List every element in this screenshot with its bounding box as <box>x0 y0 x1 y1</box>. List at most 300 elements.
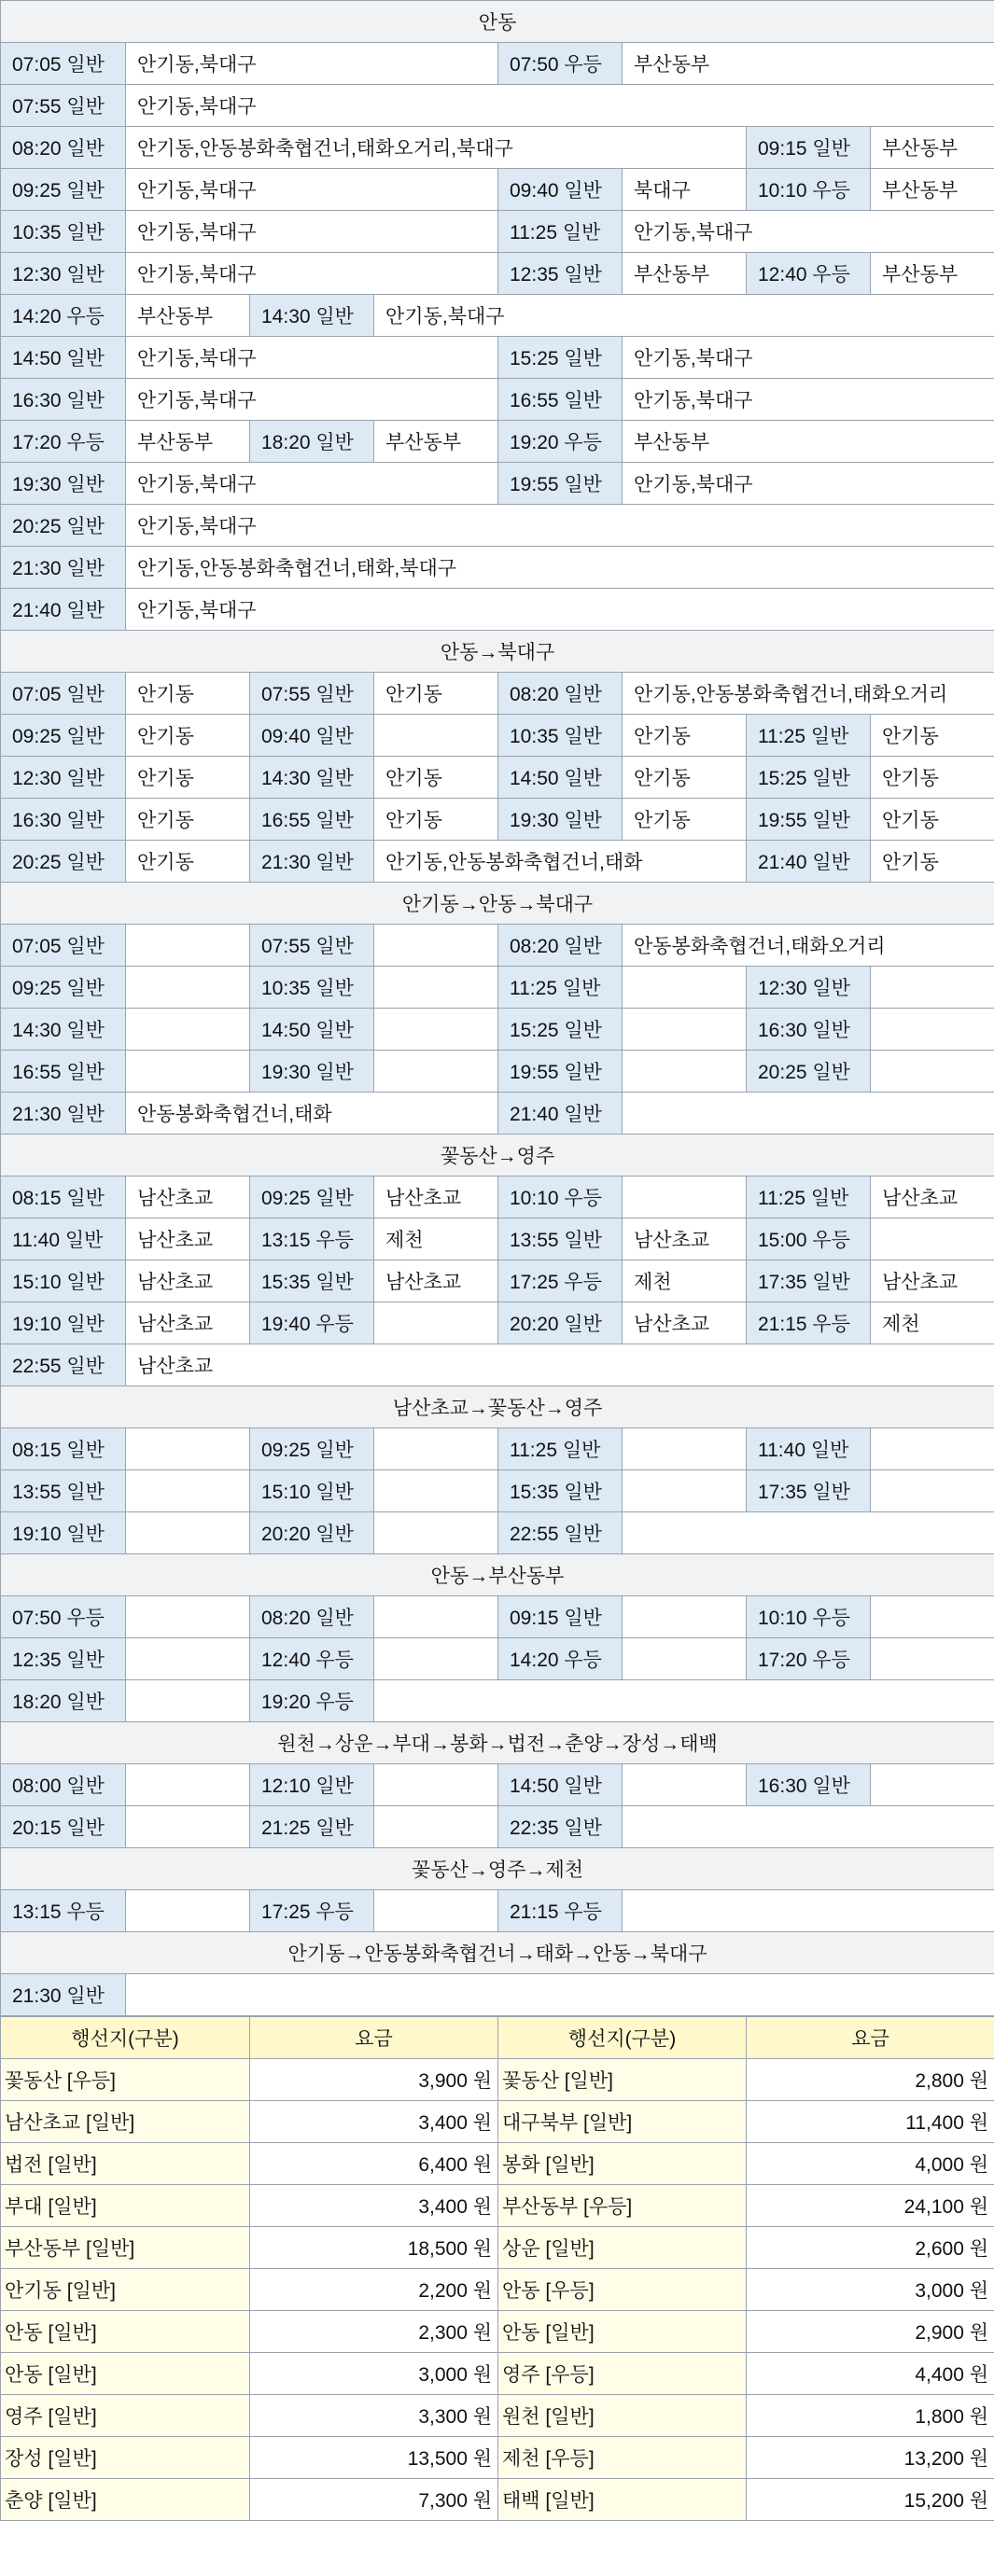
via-stops: 안기동 <box>871 757 994 799</box>
departure-time: 14:50 일반 <box>250 1009 374 1051</box>
fare-price: 2,900 원 <box>747 2311 994 2353</box>
via-stops: 부산동부 <box>126 295 250 337</box>
via-stops: 안기동 <box>126 715 250 757</box>
section-title: 안기동→안동→북대구 <box>1 883 994 925</box>
via-stops: 남산초교 <box>126 1302 250 1344</box>
departure-time: 15:10 일반 <box>250 1470 374 1512</box>
via-stops <box>871 1596 994 1638</box>
schedule-row <box>1 1177 994 1218</box>
via-stops <box>374 1051 498 1093</box>
via-stops: 안기동,안동봉화축협건너,태화 <box>374 841 747 883</box>
fare-price: 4,400 원 <box>747 2353 994 2395</box>
departure-time: 21:30 일반 <box>1 1974 126 2016</box>
schedule-row <box>1 1093 994 1135</box>
via-stops: 안동봉화축협건너,태화 <box>126 1093 498 1135</box>
schedule-row <box>1 841 994 883</box>
departure-time: 17:25 우등 <box>498 1260 623 1302</box>
section-header-row <box>1 1848 994 1890</box>
schedule-row <box>1 1638 994 1680</box>
fare-destination: 영주 [일반] <box>1 2395 250 2437</box>
fare-row <box>1 2059 994 2101</box>
via-stops <box>871 1218 994 1260</box>
fare-destination-header: 행선지(구분) <box>1 2017 250 2059</box>
fare-price: 2,200 원 <box>250 2269 498 2311</box>
schedule-row <box>1 379 994 421</box>
via-stops <box>871 1051 994 1093</box>
via-stops <box>374 1470 498 1512</box>
via-stops <box>126 1680 250 1722</box>
via-stops <box>374 1680 994 1722</box>
via-stops: 안기동,북대구 <box>126 505 994 547</box>
fare-table <box>0 2016 994 2521</box>
fare-price: 3,900 원 <box>250 2059 498 2101</box>
departure-time: 07:55 일반 <box>250 673 374 715</box>
fare-destination: 춘양 [일반] <box>1 2479 250 2521</box>
departure-time: 15:35 일반 <box>498 1470 623 1512</box>
via-stops <box>374 1596 498 1638</box>
fare-destination: 부산동부 [일반] <box>1 2227 250 2269</box>
departure-time: 19:20 우등 <box>498 421 623 463</box>
schedule-row <box>1 1596 994 1638</box>
departure-time: 07:55 일반 <box>1 85 126 127</box>
fare-price: 4,000 원 <box>747 2143 994 2185</box>
schedule-row <box>1 295 994 337</box>
section-title: 꽃동산→영주→제천 <box>1 1848 994 1890</box>
fare-price: 3,400 원 <box>250 2101 498 2143</box>
schedule-row <box>1 43 994 85</box>
via-stops: 남산초교 <box>126 1260 250 1302</box>
departure-time: 10:35 일반 <box>1 211 126 253</box>
via-stops: 남산초교 <box>623 1302 747 1344</box>
departure-time: 07:50 우등 <box>1 1596 126 1638</box>
schedule-row <box>1 505 994 547</box>
fare-price: 3,400 원 <box>250 2185 498 2227</box>
departure-time: 22:55 일반 <box>1 1344 126 1386</box>
fare-price: 13,200 원 <box>747 2437 994 2479</box>
via-stops <box>623 1093 994 1135</box>
departure-time: 14:20 우등 <box>1 295 126 337</box>
schedule-row <box>1 211 994 253</box>
via-stops <box>623 1051 747 1093</box>
fare-destination: 안동 [일반] <box>1 2311 250 2353</box>
via-stops: 안기동,북대구 <box>126 379 498 421</box>
schedule-row <box>1 1806 994 1848</box>
via-stops <box>374 1890 498 1932</box>
via-stops: 안기동 <box>871 799 994 841</box>
departure-time: 09:15 일반 <box>498 1596 623 1638</box>
fare-row <box>1 2395 994 2437</box>
departure-time: 17:25 우등 <box>250 1890 374 1932</box>
via-stops: 제천 <box>374 1218 498 1260</box>
departure-time: 09:40 일반 <box>250 715 374 757</box>
via-stops: 제천 <box>623 1260 747 1302</box>
fare-destination: 장성 [일반] <box>1 2437 250 2479</box>
fare-destination: 꽃동산 [우등] <box>1 2059 250 2101</box>
via-stops <box>374 1428 498 1470</box>
schedule-row <box>1 1009 994 1051</box>
departure-time: 17:20 우등 <box>1 421 126 463</box>
departure-time: 21:30 일반 <box>1 1093 126 1135</box>
via-stops: 안기동 <box>623 715 747 757</box>
departure-time: 14:50 일반 <box>498 1764 623 1806</box>
via-stops <box>623 1428 747 1470</box>
fare-price: 2,800 원 <box>747 2059 994 2101</box>
schedule-row <box>1 1218 994 1260</box>
schedule-row <box>1 589 994 631</box>
fare-row <box>1 2479 994 2521</box>
fare-destination: 안동 [우등] <box>498 2269 747 2311</box>
via-stops: 제천 <box>871 1302 994 1344</box>
fare-price: 15,200 원 <box>747 2479 994 2521</box>
departure-time: 19:20 우등 <box>250 1680 374 1722</box>
via-stops: 부산동부 <box>871 169 994 211</box>
departure-time: 21:30 일반 <box>250 841 374 883</box>
via-stops: 남산초교 <box>871 1177 994 1218</box>
departure-time: 15:25 일반 <box>498 337 623 379</box>
fare-header-row <box>1 2017 994 2059</box>
departure-time: 21:15 우등 <box>747 1302 871 1344</box>
section-title: 남산초교→꽃동산→영주 <box>1 1386 994 1428</box>
via-stops <box>126 1009 250 1051</box>
departure-time: 16:30 일반 <box>747 1764 871 1806</box>
fare-destination: 봉화 [일반] <box>498 2143 747 2185</box>
via-stops: 안기동 <box>871 715 994 757</box>
fare-destination: 영주 [우등] <box>498 2353 747 2395</box>
departure-time: 12:35 일반 <box>498 253 623 295</box>
fare-destination-header: 행선지(구분) <box>498 2017 747 2059</box>
via-stops: 안기동,안동봉화축협건너,태화오거리,북대구 <box>126 127 747 169</box>
via-stops: 남산초교 <box>126 1218 250 1260</box>
departure-time: 21:15 우등 <box>498 1890 623 1932</box>
departure-time: 16:30 일반 <box>1 379 126 421</box>
departure-time: 16:30 일반 <box>747 1009 871 1051</box>
departure-time: 18:20 일반 <box>250 421 374 463</box>
via-stops: 안기동 <box>126 799 250 841</box>
via-stops <box>871 1638 994 1680</box>
departure-time: 12:10 일반 <box>250 1764 374 1806</box>
departure-time: 19:55 일반 <box>498 1051 623 1093</box>
departure-time: 20:15 일반 <box>1 1806 126 1848</box>
via-stops <box>126 1512 250 1554</box>
departure-time: 12:40 우등 <box>250 1638 374 1680</box>
schedule-row <box>1 421 994 463</box>
departure-time: 20:20 일반 <box>498 1302 623 1344</box>
via-stops: 남산초교 <box>374 1177 498 1218</box>
section-title: 안기동→안동봉화축협건너→태화→안동→북대구 <box>1 1932 994 1974</box>
schedule-row <box>1 799 994 841</box>
via-stops <box>126 925 250 967</box>
schedule-row <box>1 1302 994 1344</box>
departure-time: 21:40 일반 <box>498 1093 623 1135</box>
via-stops <box>623 1890 994 1932</box>
via-stops: 안기동 <box>374 673 498 715</box>
departure-time: 22:55 일반 <box>498 1512 623 1554</box>
departure-time: 11:25 일반 <box>747 715 871 757</box>
via-stops <box>623 1470 747 1512</box>
schedule-row <box>1 715 994 757</box>
via-stops <box>126 1890 250 1932</box>
via-stops: 안기동,안동봉화축협건너,태화오거리 <box>623 673 994 715</box>
departure-time: 17:20 우등 <box>747 1638 871 1680</box>
departure-time: 11:25 일반 <box>498 1428 623 1470</box>
departure-time: 12:35 일반 <box>1 1638 126 1680</box>
fare-destination: 안동 [일반] <box>1 2353 250 2395</box>
fare-row <box>1 2269 994 2311</box>
departure-time: 08:15 일반 <box>1 1428 126 1470</box>
departure-time: 19:55 일반 <box>747 799 871 841</box>
via-stops: 안기동,북대구 <box>374 295 994 337</box>
schedule-row <box>1 925 994 967</box>
departure-time: 08:20 일반 <box>498 673 623 715</box>
fare-price: 2,600 원 <box>747 2227 994 2269</box>
departure-time: 11:40 일반 <box>1 1218 126 1260</box>
schedule-row <box>1 169 994 211</box>
fare-row <box>1 2227 994 2269</box>
departure-time: 15:25 일반 <box>747 757 871 799</box>
via-stops <box>374 1302 498 1344</box>
via-stops <box>374 1512 498 1554</box>
departure-time: 21:25 일반 <box>250 1806 374 1848</box>
departure-time: 14:50 일반 <box>498 757 623 799</box>
via-stops <box>623 1806 994 1848</box>
via-stops <box>126 1470 250 1512</box>
fare-destination: 남산초교 [일반] <box>1 2101 250 2143</box>
via-stops <box>374 925 498 967</box>
via-stops <box>126 1764 250 1806</box>
departure-time: 08:15 일반 <box>1 1177 126 1218</box>
schedule-row <box>1 1890 994 1932</box>
via-stops <box>871 1009 994 1051</box>
departure-time: 13:15 우등 <box>250 1218 374 1260</box>
via-stops <box>126 1428 250 1470</box>
via-stops: 안기동,북대구 <box>623 463 994 505</box>
departure-time: 20:20 일반 <box>250 1512 374 1554</box>
fare-destination: 제천 [우등] <box>498 2437 747 2479</box>
schedule-row <box>1 673 994 715</box>
via-stops: 안기동,안동봉화축협건너,태화,북대구 <box>126 547 994 589</box>
via-stops <box>374 1764 498 1806</box>
departure-time: 09:25 일반 <box>1 715 126 757</box>
fare-destination: 상운 [일반] <box>498 2227 747 2269</box>
via-stops <box>126 1974 994 2016</box>
departure-time: 09:25 일반 <box>250 1177 374 1218</box>
via-stops: 북대구 <box>623 169 747 211</box>
schedule-row <box>1 85 994 127</box>
via-stops <box>871 1428 994 1470</box>
via-stops <box>126 1596 250 1638</box>
via-stops <box>374 715 498 757</box>
schedule-row <box>1 1344 994 1386</box>
departure-time: 16:30 일반 <box>1 799 126 841</box>
via-stops: 안기동,북대구 <box>126 211 498 253</box>
fare-destination: 안동 [일반] <box>498 2311 747 2353</box>
fare-row <box>1 2353 994 2395</box>
departure-time: 22:35 일반 <box>498 1806 623 1848</box>
section-title: 안동→북대구 <box>1 631 994 673</box>
departure-time: 11:25 일반 <box>498 967 623 1009</box>
departure-time: 08:00 일반 <box>1 1764 126 1806</box>
departure-time: 11:40 일반 <box>747 1428 871 1470</box>
via-stops: 안기동,북대구 <box>623 211 994 253</box>
fare-destination: 부산동부 [우등] <box>498 2185 747 2227</box>
via-stops: 안기동,북대구 <box>623 337 994 379</box>
departure-time: 10:35 일반 <box>498 715 623 757</box>
via-stops <box>623 1177 747 1218</box>
via-stops: 부산동부 <box>623 43 994 85</box>
fare-row <box>1 2101 994 2143</box>
section-title: 안동 <box>1 1 994 43</box>
fare-price: 6,400 원 <box>250 2143 498 2185</box>
schedule-row <box>1 1974 994 2016</box>
fare-row <box>1 2437 994 2479</box>
departure-time: 10:10 우등 <box>747 1596 871 1638</box>
departure-time: 19:30 일반 <box>1 463 126 505</box>
departure-time: 15:25 일반 <box>498 1009 623 1051</box>
via-stops <box>871 967 994 1009</box>
departure-time: 07:50 우등 <box>498 43 623 85</box>
schedule-row <box>1 1680 994 1722</box>
via-stops <box>623 1512 994 1554</box>
schedule-row <box>1 463 994 505</box>
via-stops: 안기동,북대구 <box>126 253 498 295</box>
fare-destination: 대구북부 [일반] <box>498 2101 747 2143</box>
section-header-row <box>1 883 994 925</box>
schedule-row <box>1 1764 994 1806</box>
departure-time: 20:25 일반 <box>747 1051 871 1093</box>
departure-time: 07:55 일반 <box>250 925 374 967</box>
schedule-row <box>1 1428 994 1470</box>
fare-price: 2,300 원 <box>250 2311 498 2353</box>
departure-time: 12:30 일반 <box>747 967 871 1009</box>
fare-price: 24,100 원 <box>747 2185 994 2227</box>
via-stops: 남산초교 <box>623 1218 747 1260</box>
schedule-row <box>1 127 994 169</box>
via-stops <box>623 1009 747 1051</box>
departure-time: 10:35 일반 <box>250 967 374 1009</box>
via-stops: 남산초교 <box>126 1177 250 1218</box>
fare-price: 3,000 원 <box>250 2353 498 2395</box>
schedule-row <box>1 1051 994 1093</box>
via-stops: 안기동,북대구 <box>126 337 498 379</box>
via-stops: 부산동부 <box>871 253 994 295</box>
departure-time: 07:05 일반 <box>1 673 126 715</box>
via-stops: 안기동,북대구 <box>126 43 498 85</box>
section-header-row <box>1 1 994 43</box>
departure-time: 15:35 일반 <box>250 1260 374 1302</box>
departure-time: 11:25 일반 <box>498 211 623 253</box>
departure-time: 21:40 일반 <box>747 841 871 883</box>
via-stops: 안기동 <box>871 841 994 883</box>
via-stops <box>871 1764 994 1806</box>
schedule-row <box>1 967 994 1009</box>
via-stops <box>126 1051 250 1093</box>
departure-time: 11:25 일반 <box>747 1177 871 1218</box>
departure-time: 09:40 일반 <box>498 169 623 211</box>
schedule-row <box>1 1470 994 1512</box>
departure-time: 19:10 일반 <box>1 1512 126 1554</box>
departure-time: 19:10 일반 <box>1 1302 126 1344</box>
section-title: 원천→상운→부대→봉화→법전→춘양→장성→태백 <box>1 1722 994 1764</box>
section-header-row <box>1 1722 994 1764</box>
fare-price: 3,300 원 <box>250 2395 498 2437</box>
via-stops: 부산동부 <box>623 421 994 463</box>
fare-price: 13,500 원 <box>250 2437 498 2479</box>
via-stops: 안기동 <box>623 799 747 841</box>
departure-time: 18:20 일반 <box>1 1680 126 1722</box>
via-stops: 남산초교 <box>126 1344 994 1386</box>
departure-time: 19:40 우등 <box>250 1302 374 1344</box>
departure-time: 16:55 일반 <box>250 799 374 841</box>
section-header-row <box>1 1932 994 1974</box>
via-stops <box>374 1638 498 1680</box>
departure-time: 14:20 우등 <box>498 1638 623 1680</box>
schedule-body <box>1 1 994 2016</box>
section-header-row <box>1 1386 994 1428</box>
via-stops: 안기동,북대구 <box>623 379 994 421</box>
fare-price: 11,400 원 <box>747 2101 994 2143</box>
via-stops: 안기동 <box>374 799 498 841</box>
section-header-row <box>1 1554 994 1596</box>
via-stops: 안기동 <box>623 757 747 799</box>
schedule-row <box>1 1512 994 1554</box>
section-title: 꽃동산→영주 <box>1 1135 994 1177</box>
fare-destination: 태백 [일반] <box>498 2479 747 2521</box>
departure-time: 14:50 일반 <box>1 337 126 379</box>
departure-time: 09:15 일반 <box>747 127 871 169</box>
departure-time: 09:25 일반 <box>1 967 126 1009</box>
via-stops: 부산동부 <box>871 127 994 169</box>
departure-time: 07:05 일반 <box>1 43 126 85</box>
fare-price-header: 요금 <box>250 2017 498 2059</box>
departure-time: 17:35 일반 <box>747 1470 871 1512</box>
departure-time: 12:40 우등 <box>747 253 871 295</box>
via-stops: 부산동부 <box>126 421 250 463</box>
departure-time: 10:10 우등 <box>747 169 871 211</box>
via-stops <box>374 1806 498 1848</box>
via-stops <box>126 967 250 1009</box>
departure-time: 20:25 일반 <box>1 505 126 547</box>
fare-price: 3,000 원 <box>747 2269 994 2311</box>
departure-time: 20:25 일반 <box>1 841 126 883</box>
fare-destination: 안기동 [일반] <box>1 2269 250 2311</box>
via-stops <box>374 967 498 1009</box>
departure-time: 07:05 일반 <box>1 925 126 967</box>
departure-time: 19:55 일반 <box>498 463 623 505</box>
departure-time: 14:30 일반 <box>250 295 374 337</box>
fare-row <box>1 2311 994 2353</box>
departure-time: 10:10 우등 <box>498 1177 623 1218</box>
fare-destination: 원천 [일반] <box>498 2395 747 2437</box>
schedule-row <box>1 547 994 589</box>
schedule-row <box>1 757 994 799</box>
via-stops <box>623 1596 747 1638</box>
departure-time: 14:30 일반 <box>250 757 374 799</box>
section-header-row <box>1 1135 994 1177</box>
departure-time: 16:55 일반 <box>498 379 623 421</box>
via-stops: 남산초교 <box>871 1260 994 1302</box>
departure-time: 08:20 일반 <box>250 1596 374 1638</box>
fare-row <box>1 2143 994 2185</box>
via-stops <box>623 1764 747 1806</box>
via-stops <box>871 1470 994 1512</box>
departure-time: 13:15 우등 <box>1 1890 126 1932</box>
fare-price-header: 요금 <box>747 2017 994 2059</box>
schedule-row <box>1 337 994 379</box>
schedule-row <box>1 1260 994 1302</box>
departure-time: 13:55 일반 <box>498 1218 623 1260</box>
fare-destination: 부대 [일반] <box>1 2185 250 2227</box>
departure-time: 08:20 일반 <box>1 127 126 169</box>
